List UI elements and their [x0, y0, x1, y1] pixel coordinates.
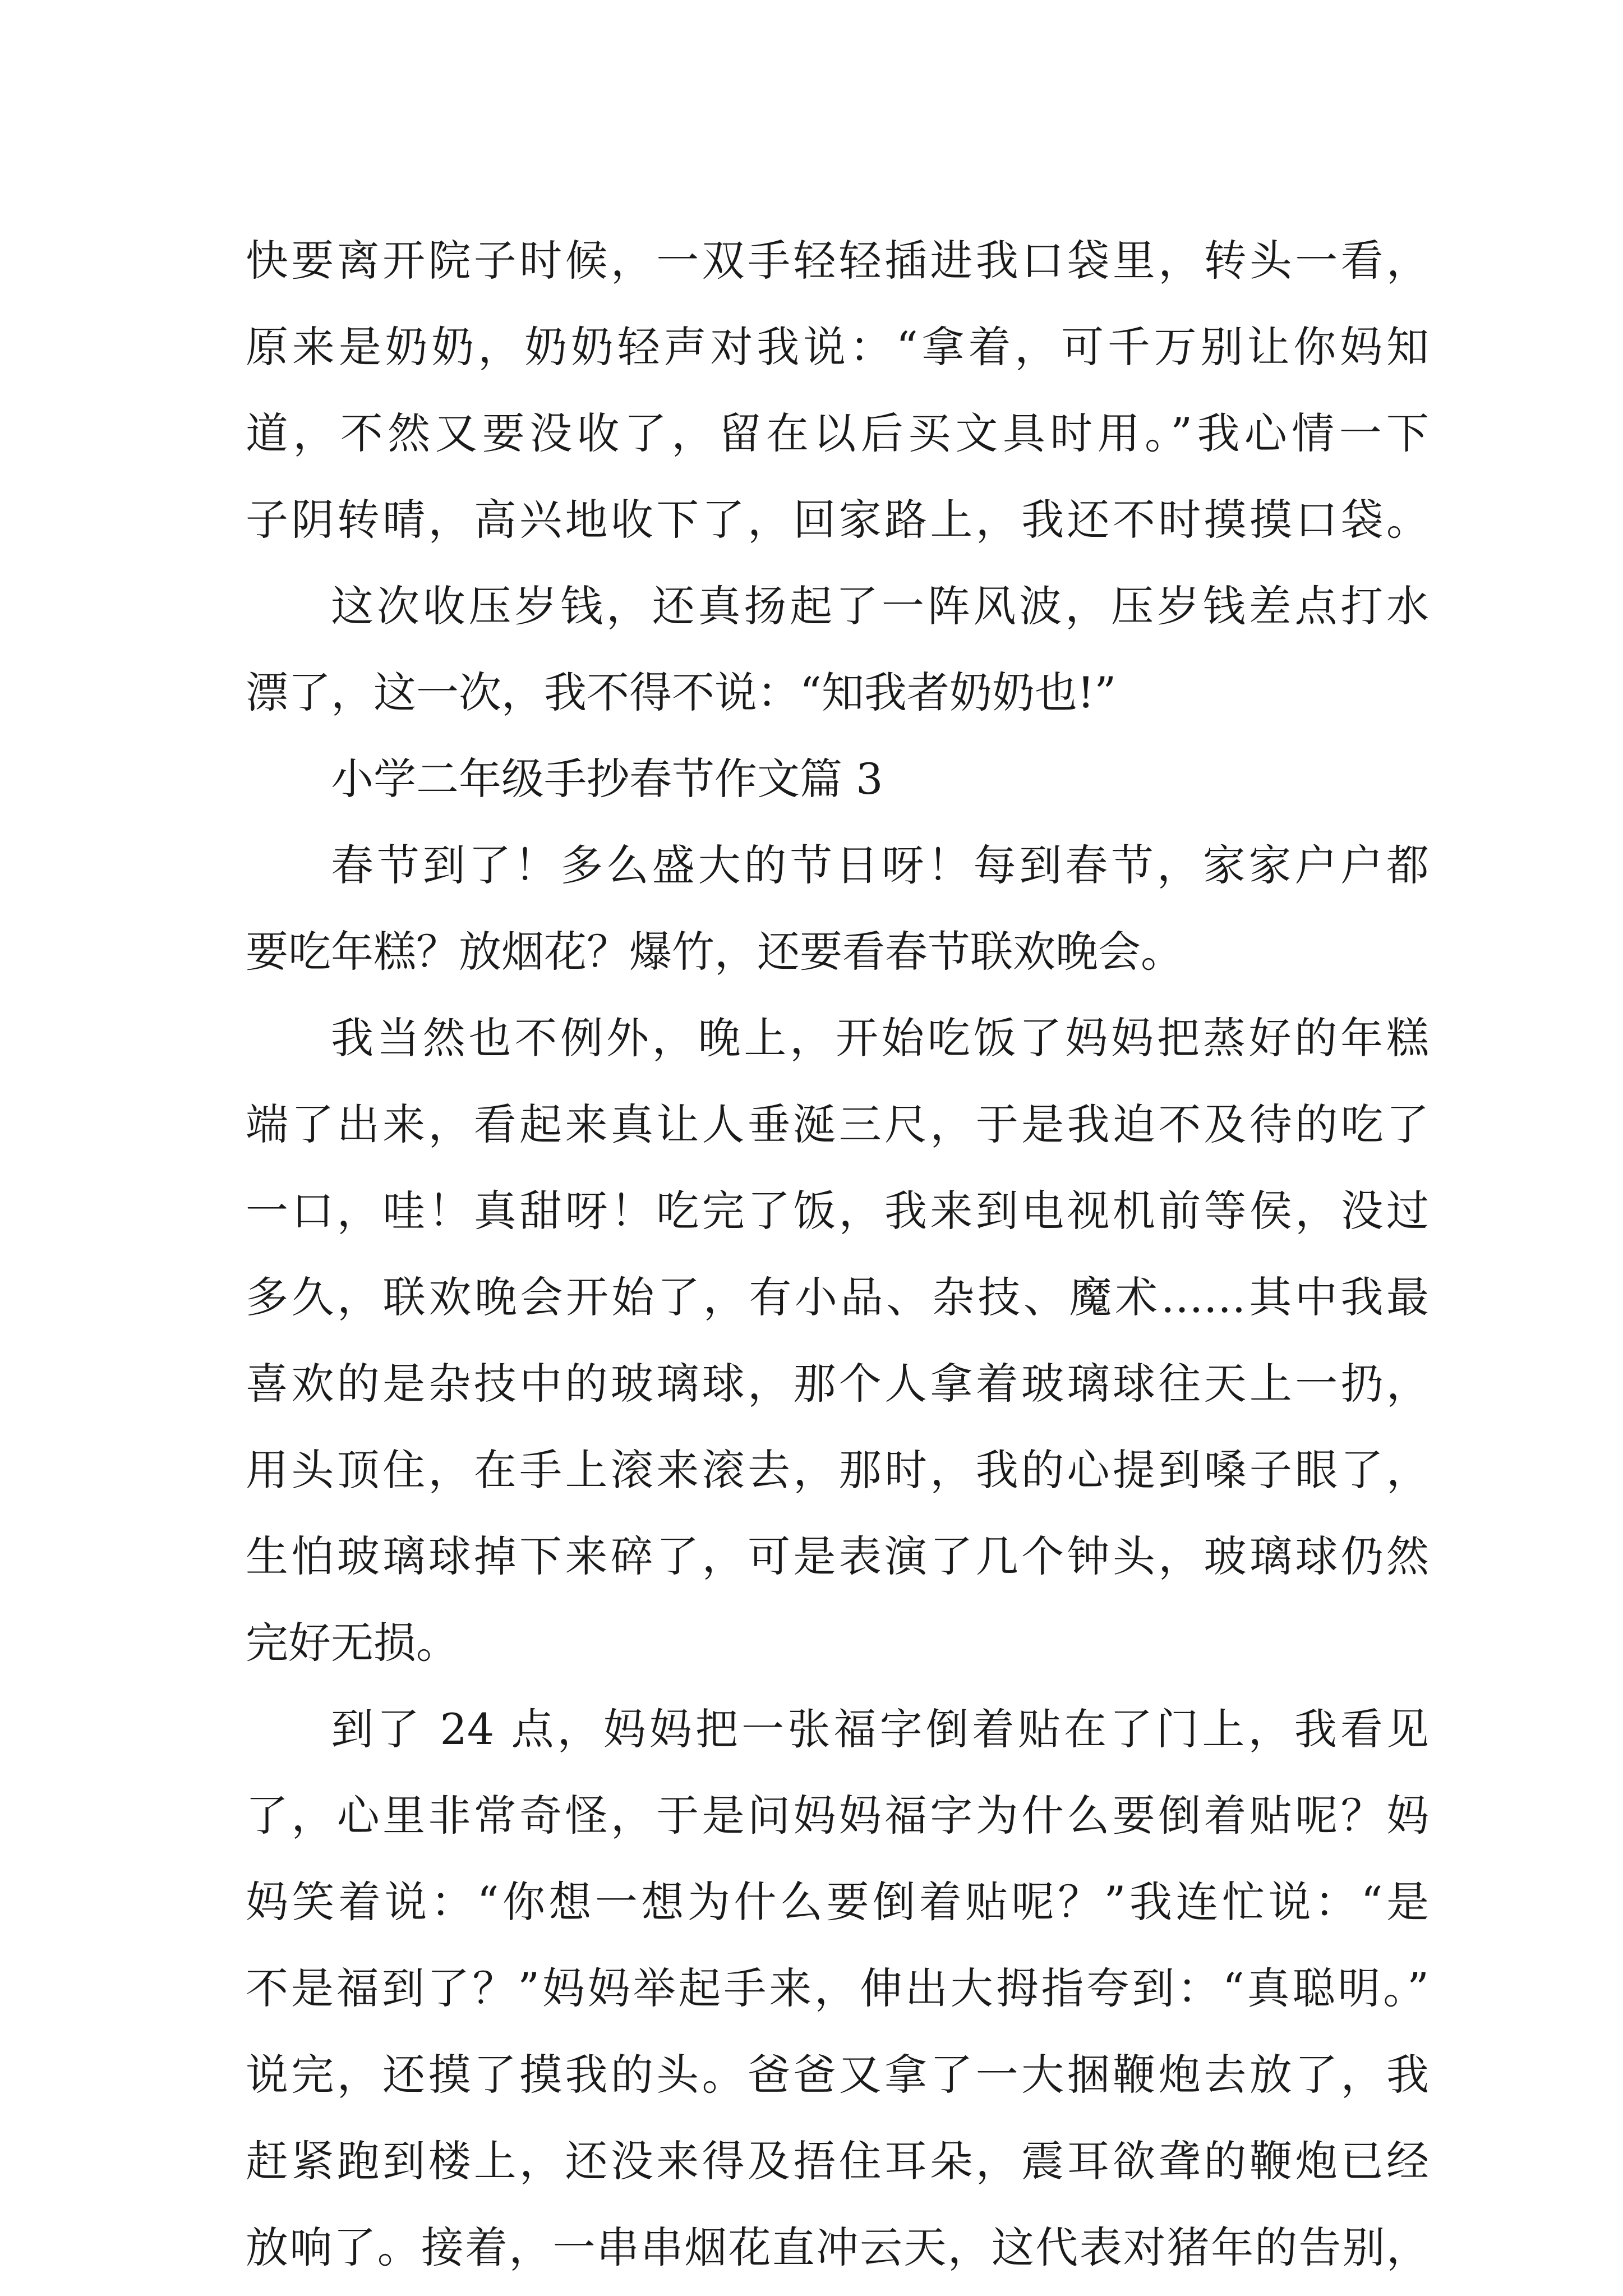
text-line: 了，心里非常奇怪，于是问妈妈福字为什么要倒着贴呢？妈: [246, 1791, 1429, 1841]
paragraph-first-line: 我当然也不例外，晚上，开始吃饭了妈妈把蒸好的年糕: [331, 1013, 1429, 1063]
text-line: 原来是奶奶，奶奶轻声对我说：“拿着，可千万别让你妈知: [246, 322, 1429, 372]
text-line: 子阴转晴，高兴地收下了，回家路上，我还不时摸摸口袋。: [246, 495, 1429, 545]
text-line: 生怕玻璃球掉下来碎了，可是表演了几个钟头，玻璃球仍然: [246, 1531, 1429, 1581]
text-line: 妈笑着说：“你想一想为什么要倒着贴呢？”我连忙说：“是: [246, 1877, 1429, 1927]
paragraph-last-line: 要吃年糕？放烟花？爆竹，还要看春节联欢晚会。: [246, 927, 1183, 977]
document-body: [246, 218, 1429, 2291]
text-line: 赶紧跑到楼上，还没来得及捂住耳朵，震耳欲聋的鞭炮已经: [246, 2136, 1429, 2186]
text-line: 用头顶住，在手上滚来滚去，那时，我的心提到嗓子眼了，: [246, 1445, 1429, 1495]
text-line: 一口，哇！真甜呀！吃完了饭，我来到电视机前等侯，没过: [246, 1186, 1429, 1236]
paragraph-last-line: 漂了，这一次，我不得不说：“知我者奶奶也!”: [246, 668, 1117, 717]
text-line: 喜欢的是杂技中的玻璃球，那个人拿着玻璃球往天上一扔，: [246, 1359, 1429, 1409]
text-line: 不是福到了？”妈妈举起手来，伸出大拇指夸到：“真聪明。”: [246, 1963, 1429, 2013]
paragraph-first-line: 春节到了！多么盛大的节日呀！每到春节，家家户户都: [331, 840, 1429, 890]
section-heading: 小学二年级手抄春节作文篇 3: [331, 754, 883, 804]
text-line: 说完，还摸了摸我的头。爸爸又拿了一大捆鞭炮去放了，我: [246, 2050, 1429, 2100]
text-line: 多久，联欢晚会开始了，有小品、杂技、魔术……其中我最: [246, 1272, 1429, 1322]
text-line: 放响了。接着，一串串烟花直冲云天，这代表对猪年的告别，: [246, 2223, 1429, 2272]
paragraph-first-line: 到了 24 点，妈妈把一张福字倒着贴在了门上，我看见: [331, 1704, 1429, 1754]
paragraph-last-line: 完好无损。: [246, 1618, 459, 1668]
text-line: 快要离开院子时候，一双手轻轻插进我口袋里，转头一看，: [246, 236, 1429, 286]
paragraph-first-line: 这次收压岁钱，还真扬起了一阵风波，压岁钱差点打水: [331, 581, 1429, 631]
text-line: 道，不然又要没收了，留在以后买文具时用。”我心情一下: [246, 408, 1429, 458]
text-line: 端了出来，看起来真让人垂涎三尺，于是我迫不及待的吃了: [246, 1099, 1429, 1149]
